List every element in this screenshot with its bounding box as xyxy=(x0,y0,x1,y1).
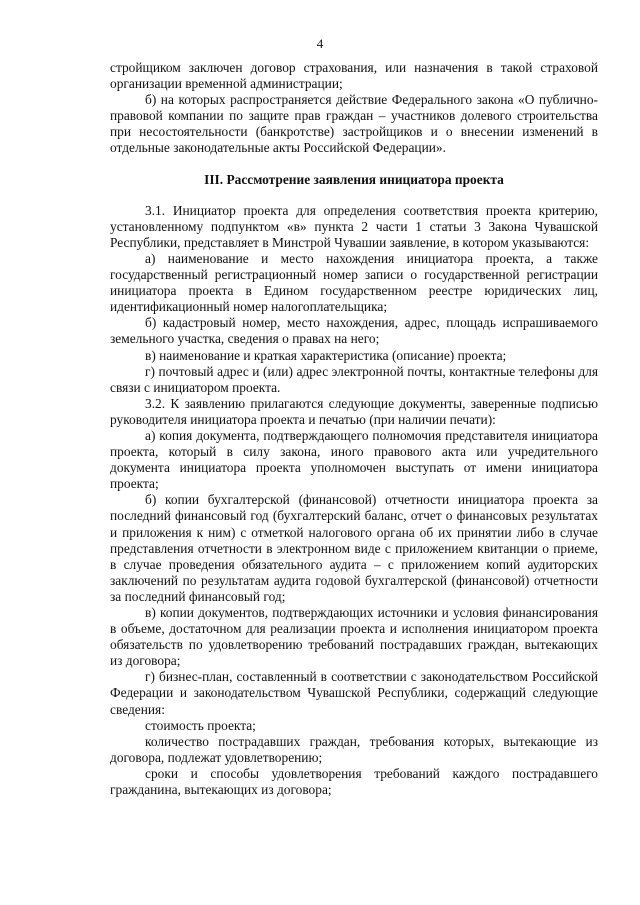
section-heading: III. Рассмотрение заявления инициатора проекта xyxy=(204,171,504,187)
clause-3-2-v: в) копии документов, подтверждающих источники и условия финансирования в объеме, достаточном для реализации проекта и исполнения инициатором проекта обязательств по удовлетворению требований пострадавших граждан, вытекающих из договора; xyxy=(110,605,598,669)
clause-3-1: 3.1. Инициатор проекта для определения соответствия проекта критерию, установленному подпунктом «в» пункта 2 части 1 статьи 3 Закона Чувашской Республики, представляет в Минстрой Чувашии заявление, в котором указываются: xyxy=(110,202,598,250)
clause-3-2-a: а) копия документа, подтверждающего полномочия представителя инициатора проекта, который в силу закона, иного правового акта или учредительного документа инициатора проекта уполномочен выступать от имени инициатора проекта; xyxy=(110,427,598,492)
clause-3-1-v: в) наименование и краткая характеристика (описание) проекта; xyxy=(145,347,507,363)
clause-3-1-a: а) наименование и место нахождения инициатора проекта, а также государственный регистрационный номер записи о государственной регистрации инициатора проекта в Едином государственном реестре юридических лиц, идентификационный номер налогоплательщика; xyxy=(110,250,598,315)
business-plan-item: стоимость проекта; xyxy=(145,717,256,733)
clause-3-1-b: б) кадастровый номер, место нахождения, адрес, площадь испрашиваемого земельного участка, сведения о правах на него; xyxy=(110,315,598,347)
clause-3-1-g: г) почтовый адрес и (или) адрес электронной почты, контактные телефоны для связи с инициатором проекта. xyxy=(110,363,598,395)
clause-3-2: 3.2. К заявлению прилагаются следующие документы, заверенные подписью руководителя инициатора проекта и печатью (при наличии печати): xyxy=(110,395,598,427)
paragraph: б) на которых распространяется действие Федерального закона «О публично-правовой компании по защите прав граждан – участников долевого строительства при несостоятельности (банкротстве) застройщиков и о внесении изменений в отдельные законодательные акты Российской Федерации». xyxy=(110,92,598,156)
document-body xyxy=(110,60,598,798)
clause-3-2-b: б) копии бухгалтерской (финансовой) отчетности инициатора проекта за последний финансовый год (бухгалтерский баланс, отчет о финансовых результатах и приложения к ним) с отметкой налогового органа об их принятии либо в случае представления отчетности в электронном виде с приложением квитанции о приеме, в случае проведения обязательного аудита – с приложением копий аудиторских заключений по результатам аудита годовой бухгалтерской (финансовой) отчетности за последний финансовый год; xyxy=(110,492,598,604)
page-number: 4 xyxy=(316,36,324,51)
paragraph: стройщиком заключен договор страхования, или назначения в такой страховой организации временной администрации; xyxy=(110,60,598,92)
business-plan-item: количество пострадавших граждан, требования которых, вытекающие из договора, подлежат удовлетворению; xyxy=(110,733,598,765)
clause-3-2-g: г) бизнес-план, составленный в соответствии с законодательством Российской Федерации и законодательством Чувашской Республики, содержащий следующие сведения: xyxy=(110,669,598,717)
business-plan-item: сроки и способы удовлетворения требований каждого пострадавшего гражданина, вытекающих из договора; xyxy=(110,765,598,798)
